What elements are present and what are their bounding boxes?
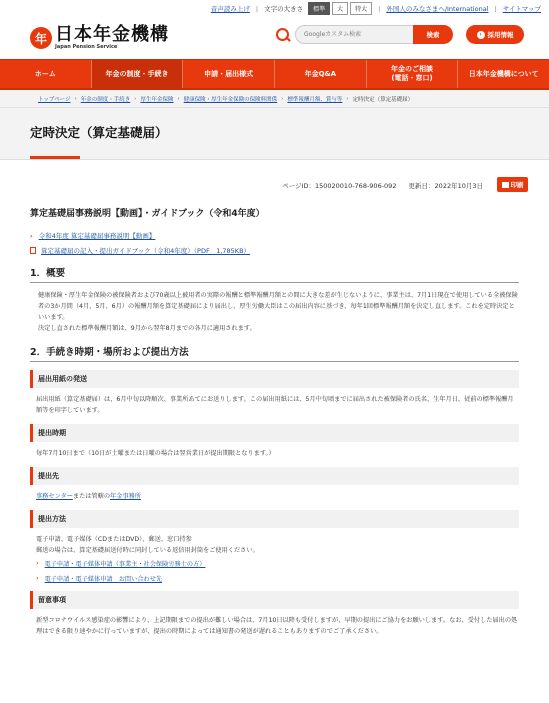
- breadcrumb: [0, 90, 549, 107]
- breadcrumb-item[interactable]: 厚生年金保険: [140, 96, 174, 103]
- search-button[interactable]: 検索: [413, 25, 453, 44]
- guide-links: [30, 231, 519, 255]
- pdf-icon: [30, 247, 36, 254]
- subsection-text: 郵送の場合は、算定基礎届送付時に同封している返信用封筒をご使用ください。: [36, 547, 259, 554]
- page-id: ページID：150020010-768-906-092: [282, 182, 397, 190]
- nav-consultation[interactable]: [367, 60, 459, 88]
- fontsize-standard-button[interactable]: 標準: [308, 2, 330, 15]
- guide-video-link[interactable]: 令和4年度 算定基礎届事務説明【動画】: [38, 232, 156, 240]
- fontsize-large-button[interactable]: 大: [332, 2, 348, 15]
- logo-mark-icon: 年: [30, 27, 52, 49]
- subsection-text: 新型コロナウイルス感染症の影響により、上記期限までの提出が難しい場合は、7月10日以降も受付しますが、早期の提出にご協力をお願いします。なお、受付した届出の処理はできる限り速やかに行っていますが、提出の時期によっては通知書の発送が遅れることもありますのでご了承ください。: [36, 617, 518, 635]
- divider: |: [494, 4, 497, 13]
- subsection-heading: 提出時期: [30, 424, 519, 442]
- chevron-right-icon: ›: [477, 31, 485, 39]
- subsection-heading: 届出用紙の発送: [30, 370, 519, 388]
- overview-paragraph: 健康保険・厚生年金保険の被保険者および70歳以上被用者の実際の報酬と標準報酬月額との間に大きな差が生じないように、事業主は、7月1日現在で使用している全被保険者の3か月間（4月、5月、6月）の報酬月額を算定基礎届により届出し、厚生労働大臣はこの届出内容に基づき、毎年1回標準報酬月額を決定し直します。これを定時決定といいます。: [38, 292, 518, 321]
- subsection-heading: 提出先: [30, 467, 519, 485]
- breadcrumb-item[interactable]: トップページ: [38, 96, 71, 103]
- nav-about[interactable]: 日本年金機構について: [468, 69, 539, 78]
- nav-qa[interactable]: 年金Q&A: [275, 60, 367, 88]
- site-header: [0, 17, 549, 59]
- page-ids: [282, 181, 483, 190]
- logo-title: 日本年金機構: [55, 24, 169, 45]
- search-icon: [276, 28, 290, 42]
- nav-home[interactable]: ホーム: [0, 60, 92, 88]
- subsection-text: 届出用紙（算定基礎届）は、6月中旬以降順次、事業所あてにお送りします。この届出用紙には、5月中旬頃までに届出された被保険者の氏名、生年月日、従前の標準報酬月額等を印字しています。: [36, 396, 514, 414]
- breadcrumb-current: 定時決定（算定基礎届）: [352, 96, 414, 103]
- page-title: 定時決定（算定基礎届）: [30, 125, 168, 140]
- guide-heading: 算定基礎届事務説明【動画】・ガイドブック（令和4年度）: [30, 209, 265, 219]
- page-meta: [0, 160, 549, 200]
- page-title-band: [0, 107, 549, 159]
- fontsize-xlarge-button[interactable]: 特大: [350, 2, 372, 15]
- foreign-link[interactable]: 外国人のみなさまへ/International: [386, 5, 489, 13]
- connector-text: または管轄の: [72, 493, 111, 500]
- nav-consultation-label: 年金のご相談 (電話・窓口): [391, 65, 434, 82]
- print-label: 印刷: [510, 181, 524, 189]
- list-item: [30, 559, 519, 568]
- divider: |: [378, 4, 381, 13]
- printer-icon: [502, 182, 509, 188]
- sound-link[interactable]: 音声読み上げ: [210, 5, 250, 13]
- nav-forms[interactable]: 申請・届出様式: [183, 60, 275, 88]
- chevron-right-icon: ›: [36, 575, 39, 582]
- search-area: [276, 25, 453, 44]
- overview-paragraph: 決定し直された標準報酬月額は、9月から翌年8月までの各月に適用されます。: [38, 325, 256, 332]
- chevron-right-icon: ›: [281, 95, 284, 102]
- logo-subtitle: Japan Pension Service: [55, 44, 118, 50]
- office-center-link[interactable]: 事務センター: [36, 493, 73, 500]
- subsection-text: [30, 491, 519, 502]
- fontsize-label: 文字の大きさ: [264, 5, 304, 13]
- pension-office-link[interactable]: 年金事務所: [110, 493, 141, 500]
- main-content: [0, 206, 549, 637]
- list-item: [30, 231, 519, 240]
- breadcrumb-item[interactable]: 健康保険・厚生年金保険の保険料関係: [183, 96, 278, 103]
- divider: |: [255, 4, 259, 13]
- chevron-right-icon: ›: [74, 95, 77, 102]
- subsection-text: 電子申請、電子媒体（CDまたはDVD）、郵送、窓口持参: [36, 536, 192, 543]
- search-input[interactable]: [295, 25, 415, 44]
- print-button[interactable]: [497, 177, 528, 192]
- breadcrumb-item[interactable]: 標準報酬月額、賞与等: [287, 96, 343, 103]
- chevron-right-icon: ›: [36, 560, 39, 567]
- e-application-link[interactable]: 電子申請・電子媒体申請（事業主・社会保険労務士の方）: [44, 561, 206, 568]
- chevron-right-icon: ›: [30, 231, 33, 240]
- global-nav: [0, 59, 549, 90]
- chevron-right-icon: ›: [177, 95, 180, 102]
- subsection-heading: 提出方法: [30, 510, 519, 528]
- guide-pdf-link[interactable]: 算定基礎届の記入・提出ガイドブック（令和4年度）（PDF 1,785KB）: [41, 247, 251, 255]
- recruit-label: 採用情報: [487, 31, 514, 39]
- chevron-right-icon: ›: [346, 95, 349, 102]
- utility-bar: [0, 0, 549, 17]
- sitemap-link[interactable]: サイトマップ: [502, 5, 541, 13]
- updated-date: 更新日：2022年10月3日: [408, 182, 483, 190]
- recruit-button[interactable]: [466, 25, 524, 44]
- nav-pension-system[interactable]: 年金の制度・手続き: [92, 60, 184, 88]
- list-item: [30, 246, 519, 255]
- title-underline: [30, 156, 80, 159]
- site-logo[interactable]: [30, 26, 169, 50]
- section-heading: 2．手続き時期・場所および提出方法: [30, 344, 519, 362]
- subsection-text: 毎年7月10日まで（10日が土曜または日曜の場合は翌営業日が提出期限となります。）: [36, 450, 275, 457]
- breadcrumb-item[interactable]: 年金の制度・手続き: [80, 96, 131, 103]
- list-item: [30, 574, 519, 583]
- section-heading: 1．概要: [30, 265, 519, 283]
- e-application-contact-link[interactable]: 電子申請・電子媒体申請 お問い合わせ先: [44, 576, 163, 583]
- subsection-heading: 留意事項: [30, 591, 519, 609]
- chevron-right-icon: ›: [134, 95, 137, 102]
